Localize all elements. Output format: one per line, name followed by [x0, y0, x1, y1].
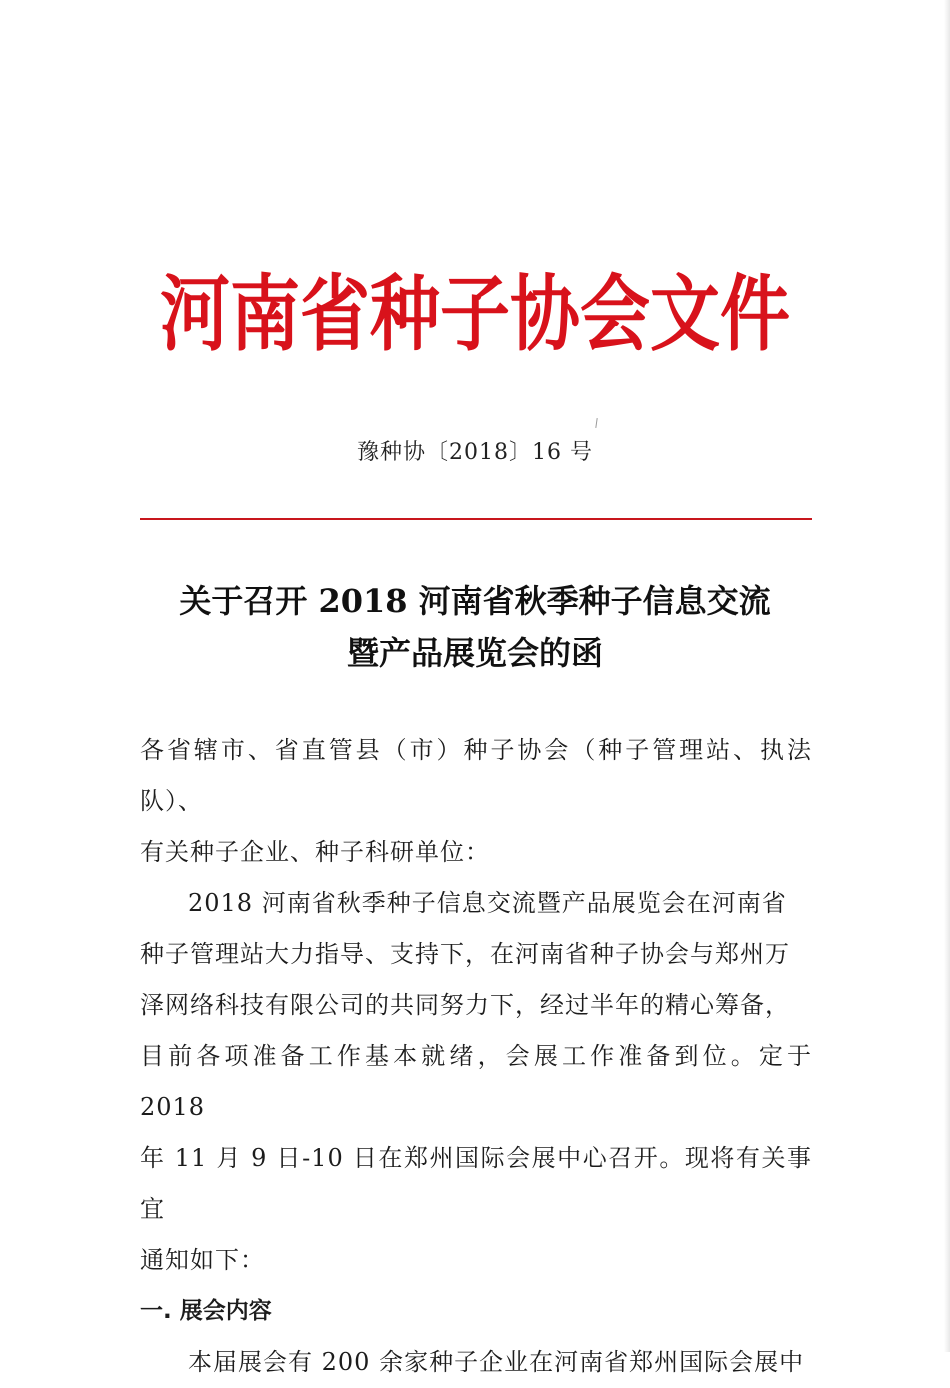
letterhead-divider — [140, 518, 812, 520]
section-1-line-1: 本届展会有 200 余家种子企业在河南省郑州国际会展中 — [188, 1348, 805, 1376]
paragraph-1-line-2: 种子管理站大力指导、支持下，在河南省种子协会与郑州万 — [140, 940, 790, 968]
paragraph-1-line-1: 2018 河南省秋季种子信息交流暨产品展览会在河南省 — [188, 889, 787, 917]
paragraph-1-line-6: 通知如下： — [140, 1246, 265, 1274]
scan-speck — [595, 418, 597, 428]
document-body — [140, 725, 812, 1388]
addressee-line-1: 各省辖市、省直管县（市）种子协会（种子管理站、执法队）、 — [140, 736, 812, 815]
paragraph-1-line-3: 泽网络科技有限公司的共同努力下，经过半年的精心筹备， — [140, 991, 790, 1019]
addressee-line-2: 有关种子企业、种子科研单位： — [140, 838, 490, 866]
subject-line-1: 关于召开 2018 河南省秋季种子信息交流 — [179, 582, 771, 620]
section-1-heading: 一. 展会内容 — [140, 1298, 272, 1324]
document-number: 豫种协〔2018〕16 号 — [357, 440, 593, 465]
letterhead-title: 河南省种子协会文件 — [160, 265, 790, 363]
document-subject — [0, 575, 950, 679]
paragraph-1-line-4: 目前各项准备工作基本就绪，会展工作准备到位。定于 2018 — [140, 1042, 812, 1121]
paragraph-1-line-5: 年 11 月 9 日-10 日在郑州国际会展中心召开。现将有关事宜 — [140, 1144, 812, 1223]
subject-line-2: 暨产品展览会的函 — [346, 634, 603, 672]
